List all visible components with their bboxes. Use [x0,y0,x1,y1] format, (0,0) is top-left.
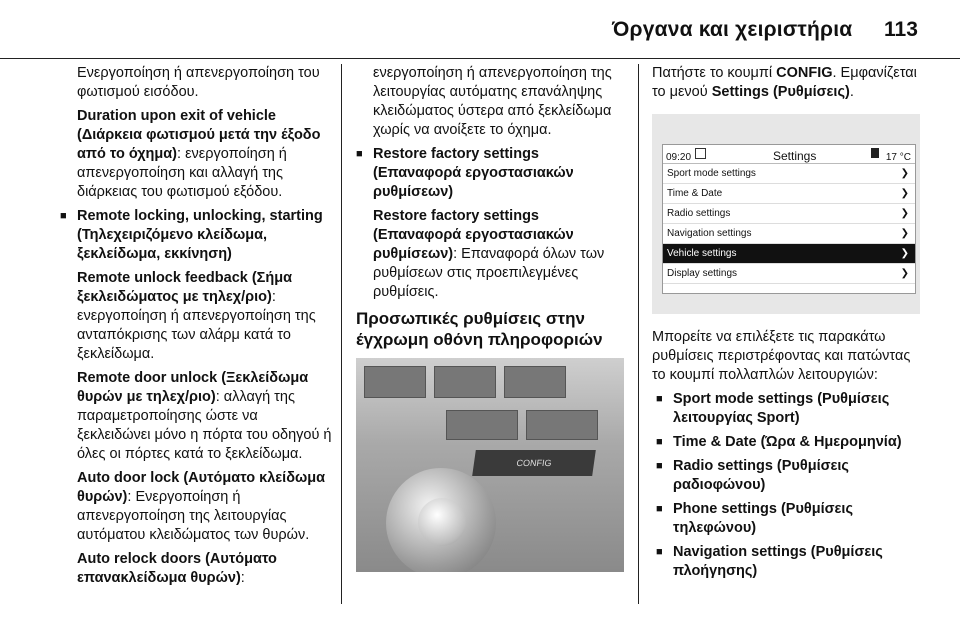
bullet-item [656,500,920,538]
bullet-item [656,543,920,581]
column-divider-2 [638,64,639,604]
settings-screen [662,144,916,294]
section-heading: Προσωπικές ρυθμίσεις στην έγχρωμη οθόνη πληροφοριών [356,309,603,349]
term: Remote unlock feedback (Σήμα ξεκλειδώματος με τηλεχ/ριο) [77,270,293,305]
bullet-item [356,145,622,202]
bullet-text: Remote locking, unlocking, starting (Τηλεχειριζόμενο κλείδωμα, ξεκλείδωμα, εκκίνηση) [77,208,323,262]
chevron-right-icon: ❯ [900,268,909,279]
paragraph [60,269,332,364]
knob-center [418,498,466,546]
column-2 [356,64,622,572]
config-button-photo [356,358,624,572]
column-3 [652,64,920,586]
config-button-label: CONFIG [472,450,596,476]
console-button [446,410,518,440]
text: Πατήστε το κουμπί [652,65,777,81]
bullet-text: Radio settings (Ρυθμίσεις ραδιοφώνου) [673,458,849,493]
page-title: Όργανα και χειριστήρια [612,18,853,41]
page-number: 113 [884,18,918,41]
bullet-item [656,390,920,428]
paragraph: Ενεργοποίηση ή απενεργοποίηση του φωτισμού εισόδου. [77,65,320,100]
menu-item-label: Display settings [667,268,738,279]
page-header [0,0,960,58]
console-button [526,410,598,440]
paragraph: Μπορείτε να επιλέξετε τις παρακάτω ρυθμίσεις περιστρέφοντας και πατώντας το κουμπί πολλαπλών λειτουργιών: [652,329,911,383]
chevron-right-icon: ❯ [900,228,909,239]
definition: : ενεργοποίηση ή απενεργοποίηση και αλλαγή της διάρκειας του φωτισμού εξόδου. [77,146,287,200]
paragraph: ενεργοποίηση ή απενεργοποίηση της λειτουργίας αυτόματης επανάληψης κλειδώματος ύστερα από ξεκλείδωμα χωρίς να ανοίξετε το όχημα. [373,65,612,138]
back-icon [695,148,706,159]
bullet-text: Restore factory settings (Επαναφορά εργοστασιακών ρυθμίσεων) [373,146,574,200]
term: Restore factory settings (Επαναφορά εργοστασιακών ρυθμίσεων) [373,208,574,262]
definition: : Επαναφορά όλων των ρυθμίσεων στις προεπιλεγμένες ρυθμίσεις. [373,246,605,300]
term: Auto door lock (Αυτόματο κλείδωμα θυρών) [77,470,326,505]
menu-item-label: Sport mode settings [667,168,756,179]
bullet-item [60,207,332,264]
menu-item [663,164,915,184]
screen-time: 09:20 [666,152,692,163]
console-button [364,366,426,398]
menu-item-label: Navigation settings [667,228,752,239]
menu-item [663,204,915,224]
paragraph [60,469,332,545]
paragraph [60,107,332,202]
term: Remote door unlock (Ξεκλείδωμα θυρών με τηλεχ/ριο) [77,370,309,405]
definition: : Ενεργοποίηση ή απενεργοποίηση της λειτουργίας αυτόματου κλειδώματος των θυρών. [77,489,310,543]
bullet-text: Sport mode settings (Ρυθμίσεις λειτουργίας Sport) [673,391,890,426]
paragraph [652,64,920,102]
menu-item-label: Radio settings [667,208,731,219]
menu-item [663,184,915,204]
console-button [504,366,566,398]
paragraph [60,550,332,588]
column-1 [60,64,332,593]
screen-status-bar [663,145,915,164]
column-divider-1 [341,64,342,604]
chevron-right-icon: ❯ [900,168,909,179]
term: Settings (Ρυθμίσεις) [711,84,850,100]
screen-title: Settings [773,149,817,163]
definition: : αλλαγή της παραμετροποίησης ώστε να ξεκλειδώνει μόνο η πόρτα του οδηγού ή όλες οι πόρτες κατά το ξεκλείδωμα. [77,389,332,462]
text: . [849,84,854,100]
menu-item-selected [663,244,915,264]
definition: : [240,570,245,586]
term: Auto relock doors (Αυτόματο επανακλείδωμα θυρών) [77,551,277,586]
temperature-icon [871,148,879,158]
chevron-right-icon: ❯ [900,188,909,199]
chevron-right-icon: ❯ [900,208,909,219]
settings-screen-figure [652,114,920,314]
bullet-text: Time & Date (Ώρα & Ημερομηνία) [673,434,902,450]
definition: : ενεργοποίηση ή απενεργοποίηση της ανταπόκρισης των αλάρμ κατά το ξεκλείδωμα. [77,289,316,362]
term: CONFIG [776,65,833,81]
text: . Εμφανίζεται το μενού [652,65,917,100]
menu-item [663,264,915,284]
header-rule [0,58,960,59]
bullet-text: Navigation settings (Ρυθμίσεις πλοήγησης) [673,544,883,579]
paragraph [356,207,622,302]
console-button [434,366,496,398]
screen-temperature: 17 °C [885,152,911,163]
term: Duration upon exit of vehicle (Διάρκεια φωτισμού μετά την έξοδο από το όχημα) [77,108,321,162]
menu-item-label: Time & Date [667,188,723,199]
chevron-right-icon: ❯ [900,248,909,259]
bullet-item [656,457,920,495]
paragraph [60,369,332,464]
menu-item [663,224,915,244]
menu-item-label: Vehicle settings [667,248,737,259]
bullet-item [656,433,920,452]
bullet-text: Phone settings (Ρυθμίσεις τηλεφώνου) [673,501,854,536]
